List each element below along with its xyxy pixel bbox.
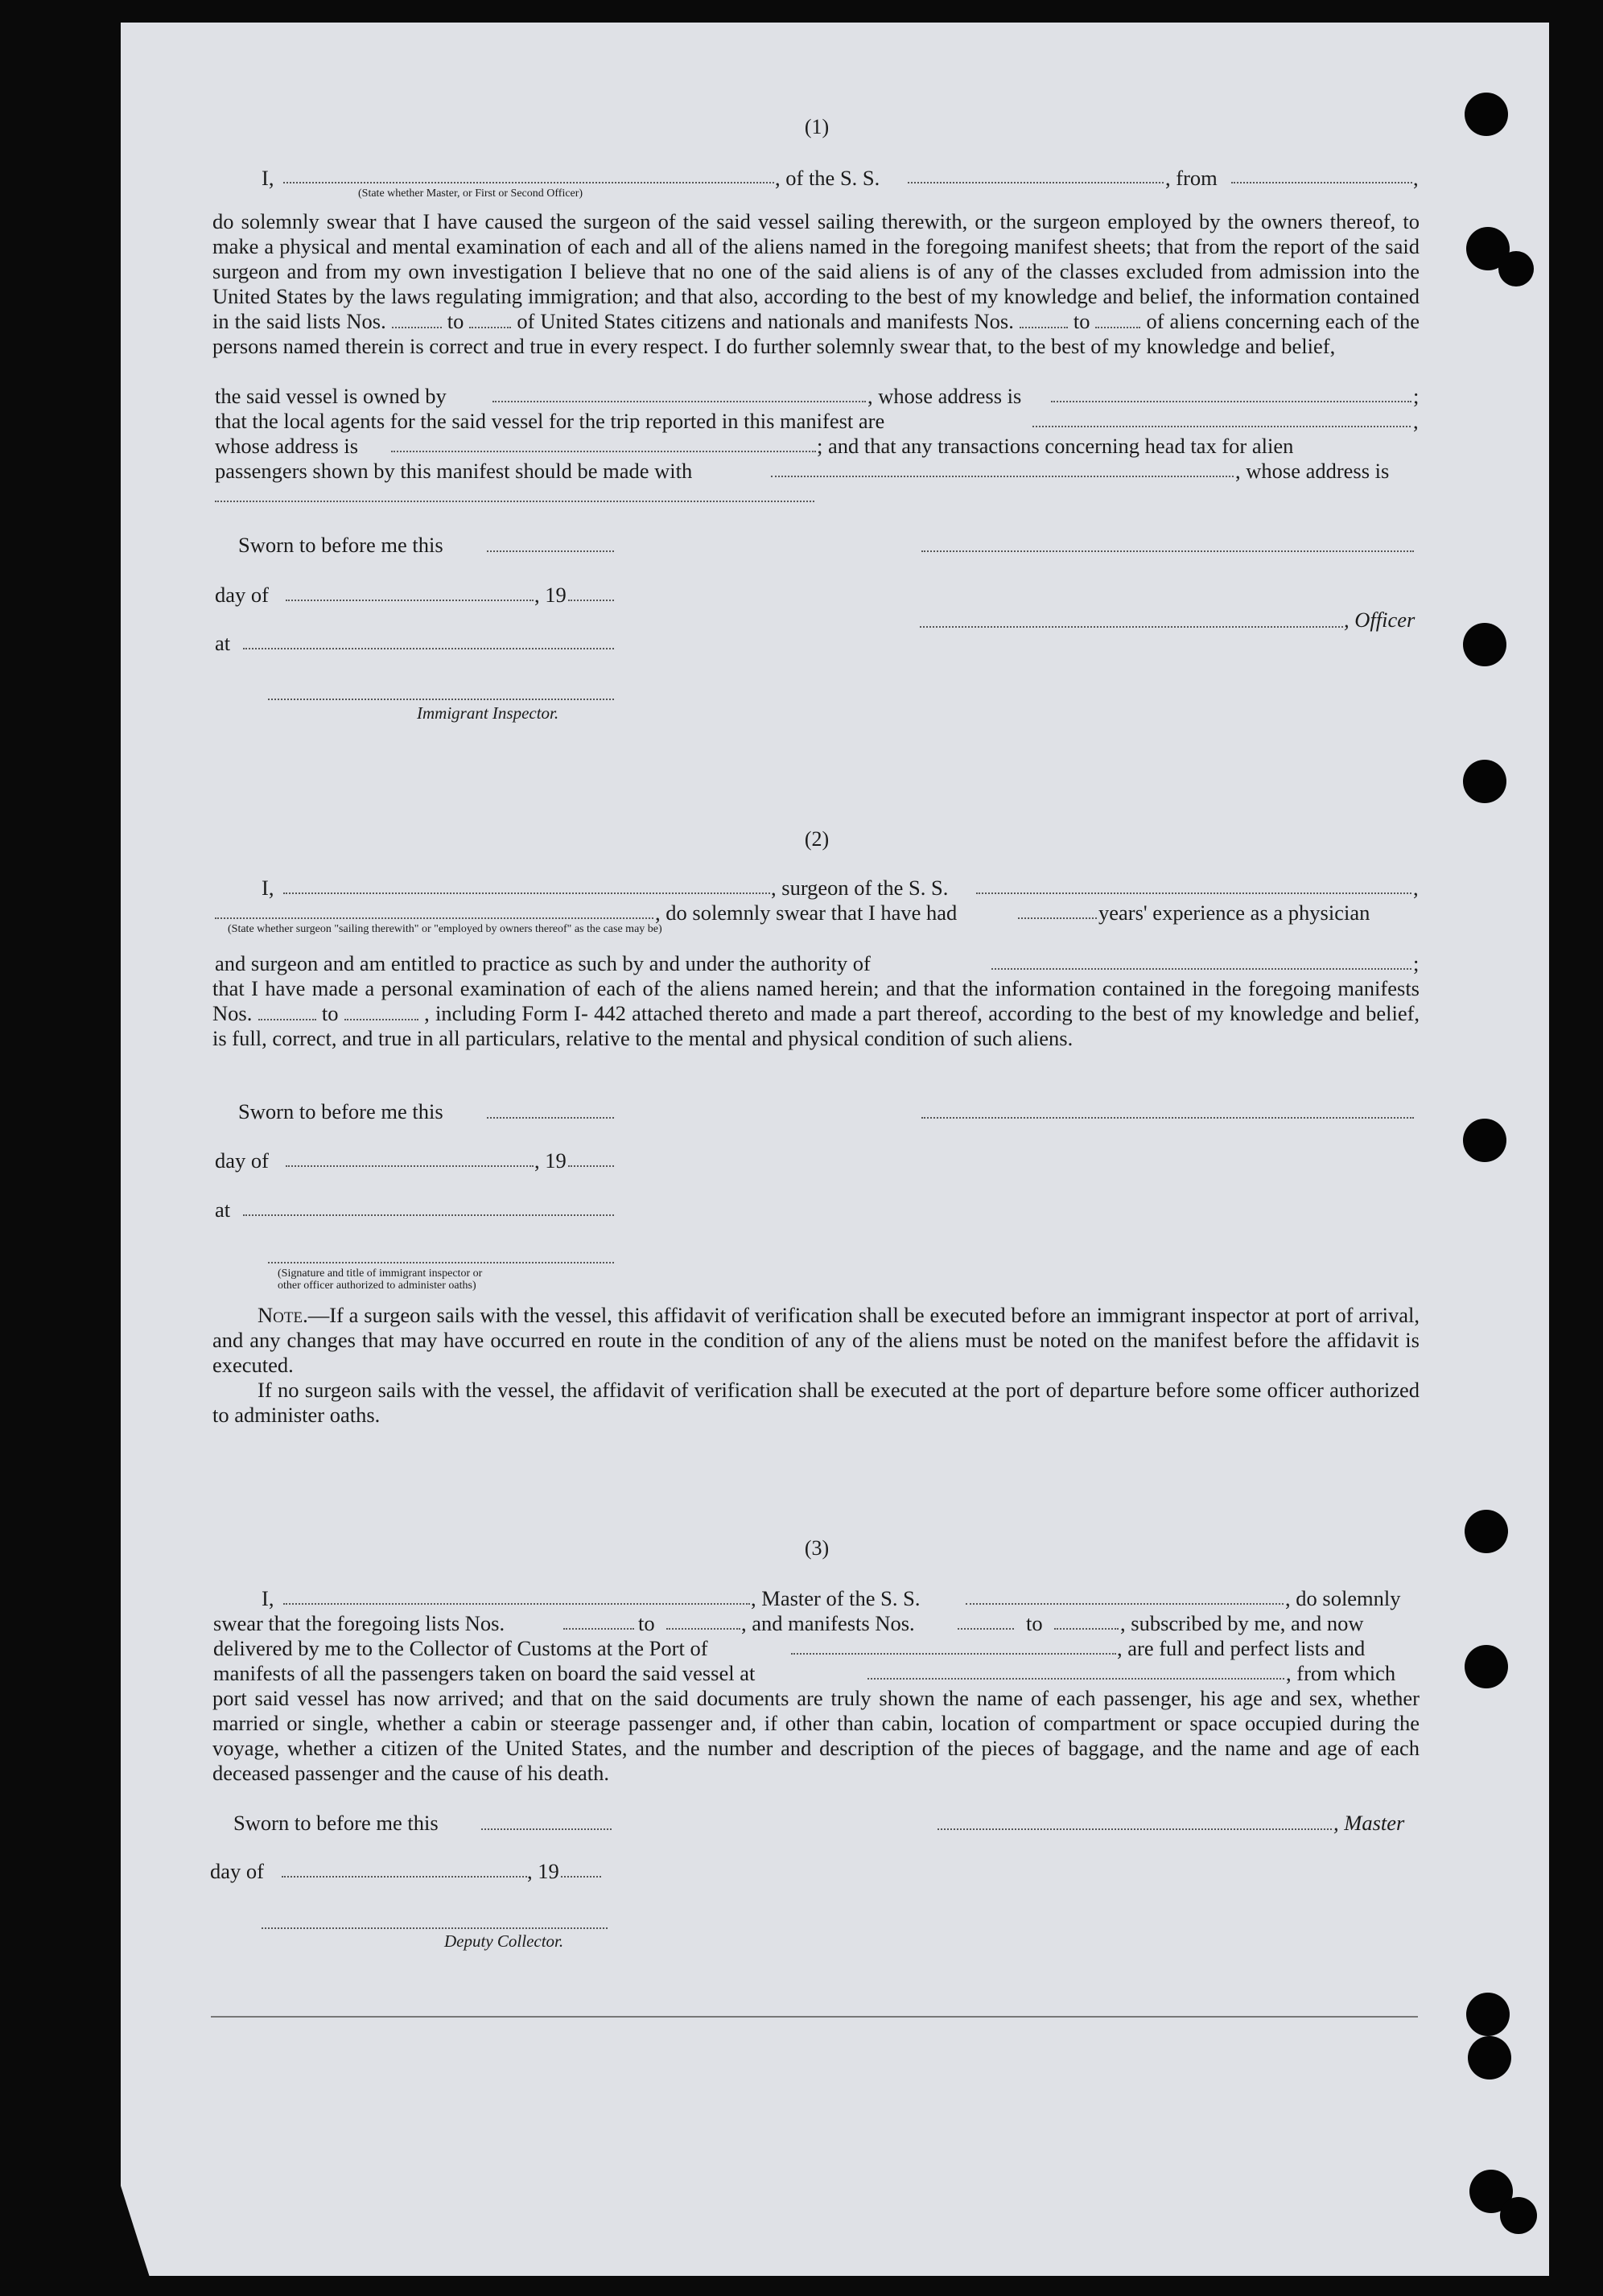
s2-sig-caption-2: other officer authorized to administer oaths)	[278, 1280, 476, 1292]
s2-oath-paragraph	[212, 976, 1420, 1051]
s1-i-label: I,	[262, 166, 274, 190]
s1-para-b: of United States citizens and nationals and manifests Nos.	[517, 309, 1014, 333]
document-page	[121, 23, 1549, 2276]
s1-to-1: to	[447, 309, 464, 333]
s2-note-text: —If a surgeon sails with the vessel, this affidavit of verification shall be executed before an immigrant inspector at port of arrival, and any changes that may have occurred en route in the condition of any of the aliens must be noted on the manifest before the affidavit is executed.	[212, 1303, 1420, 1377]
hole-punch	[1465, 1645, 1508, 1688]
s2-experience-label: years' experience as a physician	[1098, 901, 1370, 925]
hole-punch	[1498, 251, 1534, 286]
s2-manifests-from-field[interactable]	[258, 1003, 316, 1020]
s3-day-of-label: day of	[210, 1859, 264, 1883]
hole-punch	[1466, 1993, 1510, 2036]
s1-head-tax-address-field[interactable]	[215, 499, 814, 502]
s2-at-label: at	[215, 1197, 231, 1222]
s1-lists-to-field[interactable]	[469, 311, 511, 328]
s3-port-field[interactable]	[791, 1651, 1116, 1655]
s1-to-2: to	[1073, 309, 1090, 333]
s3-sworn-label: Sworn to before me this	[233, 1811, 439, 1835]
s2-authority-label: and surgeon and am entitled to practice as such by and under the authority of	[215, 951, 871, 975]
s1-passengers-label: passengers shown by this manifest should be made with	[215, 459, 693, 483]
s1-head-tax-label: ; and that any transactions concerning head tax for alien	[817, 434, 1294, 458]
s3-i-label: I,	[262, 1586, 274, 1610]
s2-surgeon-name-field[interactable]	[283, 891, 770, 894]
s3-full-lists-label: , are full and perfect lists and	[1117, 1636, 1366, 1660]
s2-comma: ,	[1413, 876, 1419, 900]
s1-officer-name-field[interactable]	[283, 180, 774, 183]
s2-sig-caption-1: (Signature and title of immigrant inspector or	[278, 1268, 483, 1280]
s1-from-port-field[interactable]	[1231, 180, 1412, 183]
s1-whose-address-label: , whose address is	[867, 384, 1022, 408]
s2-semicolon: ;	[1413, 951, 1420, 975]
s3-year-field[interactable]	[561, 1874, 601, 1878]
s1-manifests-from-field[interactable]	[1020, 311, 1068, 328]
s1-year-field[interactable]	[568, 598, 614, 601]
s1-at-label: at	[215, 631, 231, 655]
s1-oath-paragraph	[212, 209, 1420, 359]
s3-month-field[interactable]	[282, 1874, 527, 1878]
s3-master-signature-line[interactable]	[937, 1827, 1332, 1830]
s3-manifests-from-field[interactable]	[958, 1626, 1014, 1630]
s2-surgeon-signature-line[interactable]	[921, 1115, 1414, 1119]
s1-inspector-signature-line[interactable]	[268, 697, 614, 700]
s3-collector-signature-line[interactable]	[262, 1926, 608, 1929]
s1-para-a: do solemnly swear that I have caused the surgeon of the said vessel sailing therewith, or the surgeon employed by the owners thereof, to make a physical and mental examination of each and all of the aliens named in the foregoing manifest sheets; that from the report of the said surgeon and from my own investigation I believe that no one of the said aliens is of any of the classes excluded from admission into the United States by the laws regulating immigration; and that also, according to the best of my knowledge and belief, the information contained in the said lists Nos.	[212, 209, 1420, 333]
s1-whose-address-2-label: whose address is	[215, 434, 359, 458]
s1-year-label: , 19	[534, 583, 567, 607]
s3-to-1: to	[638, 1611, 655, 1635]
s2-sworn-label: Sworn to before me this	[238, 1099, 443, 1123]
s3-oath-paragraph	[212, 1686, 1420, 1786]
hole-punch	[1465, 1510, 1508, 1553]
s1-at-field[interactable]	[243, 646, 614, 649]
s3-para: port said vessel has now arrived; and that on the said documents are truly shown the name of each passenger, his age and sex, whether married or single, whether a cabin or steerage passenger and, if other than cabin, location of compartment or space occupied during the voyage, whether a citizen of the United States, and the number and description of the pieces of baggage, and the name and age of each deceased passenger and the cause of his death.	[212, 1686, 1420, 1785]
s1-owner-address-field[interactable]	[1051, 399, 1411, 402]
s3-year-label: , 19	[527, 1859, 559, 1883]
s2-at-field[interactable]	[243, 1213, 614, 1216]
s2-note	[212, 1303, 1420, 1428]
hole-punch	[1468, 2036, 1511, 2080]
s3-vessel-name-field[interactable]	[966, 1601, 1284, 1605]
s2-para-b: , including Form I- 442 attached thereto and made a part thereof, according to the best of my knowledge and belief, is full, correct, and true in all particulars, relative to the mental and physical condition of such aliens.	[212, 1001, 1420, 1050]
s3-from-which-label: , from which	[1286, 1661, 1396, 1685]
s2-year-field[interactable]	[568, 1164, 614, 1167]
s1-from-label: , from	[1165, 166, 1218, 190]
s2-sailing-status-field[interactable]	[215, 916, 653, 919]
hole-punch	[1463, 1119, 1506, 1162]
s1-owner-field[interactable]	[492, 399, 866, 402]
bottom-rule	[211, 2016, 1418, 2018]
s1-caption-master: (State whether Master, or First or Second Officer)	[358, 188, 583, 200]
s1-officer-title-line[interactable]	[920, 624, 1343, 628]
s3-deputy-label: Deputy Collector.	[444, 1931, 564, 1951]
hole-punch	[1465, 93, 1508, 136]
hole-punch	[1463, 623, 1506, 666]
s2-sworn-date-field[interactable]	[487, 1115, 614, 1119]
s3-lists-from-field[interactable]	[563, 1626, 634, 1630]
s2-note-2: If no surgeon sails with the vessel, the affidavit of verification shall be executed at the port of departure before some officer authorized to administer oaths.	[212, 1378, 1420, 1427]
s2-years-field[interactable]	[1018, 916, 1097, 919]
hole-punch	[1463, 760, 1506, 803]
s1-whose-address-3-label: , whose address is	[1235, 459, 1390, 483]
s3-lists-to-field[interactable]	[666, 1626, 740, 1630]
s1-owned-by-label: the said vessel is owned by	[215, 384, 447, 408]
s2-manifests-to-field[interactable]	[344, 1003, 418, 1020]
s1-head-tax-party-field[interactable]	[771, 474, 1234, 477]
s1-para-c: of aliens concerning each of the persons named therein is correct and true in every respect. I do further solemnly swear that, to the best of my knowledge and belief,	[212, 309, 1420, 358]
s3-delivered-label: delivered by me to the Collector of Customs at the Port of	[213, 1636, 708, 1660]
s1-manifests-to-field[interactable]	[1095, 311, 1140, 328]
s3-sworn-date-field[interactable]	[481, 1827, 612, 1830]
s2-note-label: Note.	[258, 1303, 308, 1327]
s1-comma: ,	[1413, 166, 1419, 190]
s2-swear-label: , do solemnly swear that I have had	[655, 901, 958, 925]
s3-boarding-port-field[interactable]	[867, 1676, 1284, 1680]
s2-caption-surgeon: (State whether surgeon "sailing therewith" or "employed by owners thereof" as the case may be)	[228, 923, 662, 935]
s3-to-2: to	[1026, 1611, 1043, 1635]
s2-to: to	[321, 1001, 339, 1025]
section-2-number: (2)	[804, 827, 830, 851]
s1-semicolon: ;	[1413, 384, 1420, 408]
s3-master-name-field[interactable]	[283, 1601, 750, 1605]
s2-year-label: , 19	[534, 1148, 567, 1173]
s2-surgeon-of-label: , surgeon of the S. S.	[771, 876, 949, 900]
s3-master-of-label: , Master of the S. S.	[751, 1586, 921, 1610]
s3-manifests-to-field[interactable]	[1054, 1626, 1119, 1630]
s1-agents-comma: ,	[1413, 409, 1419, 433]
s1-lists-from-field[interactable]	[392, 311, 442, 328]
s1-officer-label: , Officer	[1344, 608, 1416, 632]
section-3-number: (3)	[804, 1536, 830, 1560]
s2-authority-field[interactable]	[991, 967, 1411, 970]
s3-manifests-of-label: manifests of all the passengers taken on board the said vessel at	[213, 1661, 756, 1685]
s3-and-manifests-label: , and manifests Nos.	[741, 1611, 915, 1635]
s1-agents-field[interactable]	[1032, 424, 1411, 427]
s3-swear-label: swear that the foregoing lists Nos.	[213, 1611, 505, 1635]
s2-para: that I have made a personal examination of each of the aliens named herein; and that the information contained in the foregoing manifests Nos.	[212, 976, 1420, 1025]
s3-do-solemnly-label: , do solemnly	[1285, 1586, 1401, 1610]
s1-sworn-date-field[interactable]	[487, 549, 614, 552]
s1-sworn-label: Sworn to before me this	[238, 533, 443, 557]
s1-vessel-name-field[interactable]	[908, 180, 1164, 183]
s2-day-of-label: day of	[215, 1148, 269, 1173]
s2-i-label: I,	[262, 876, 274, 900]
s3-subscribed-label: , subscribed by me, and now	[1120, 1611, 1364, 1635]
s1-inspector-label: Immigrant Inspector.	[417, 703, 559, 723]
s2-month-field[interactable]	[286, 1164, 534, 1167]
s3-master-label: , Master	[1333, 1811, 1405, 1835]
s2-inspector-signature-line[interactable]	[268, 1260, 614, 1263]
hole-punch	[1500, 2197, 1537, 2234]
s2-vessel-name-field[interactable]	[976, 891, 1411, 894]
s1-month-field[interactable]	[286, 598, 534, 601]
s1-day-of-label: day of	[215, 583, 269, 607]
s1-of-ss-label: , of the S. S.	[775, 166, 880, 190]
s1-officer-signature-line[interactable]	[921, 549, 1414, 552]
s1-agents-label: that the local agents for the said vessel for the trip reported in this manifest are	[215, 409, 885, 433]
s1-agents-address-field[interactable]	[391, 449, 816, 452]
section-1-number: (1)	[804, 115, 830, 138]
